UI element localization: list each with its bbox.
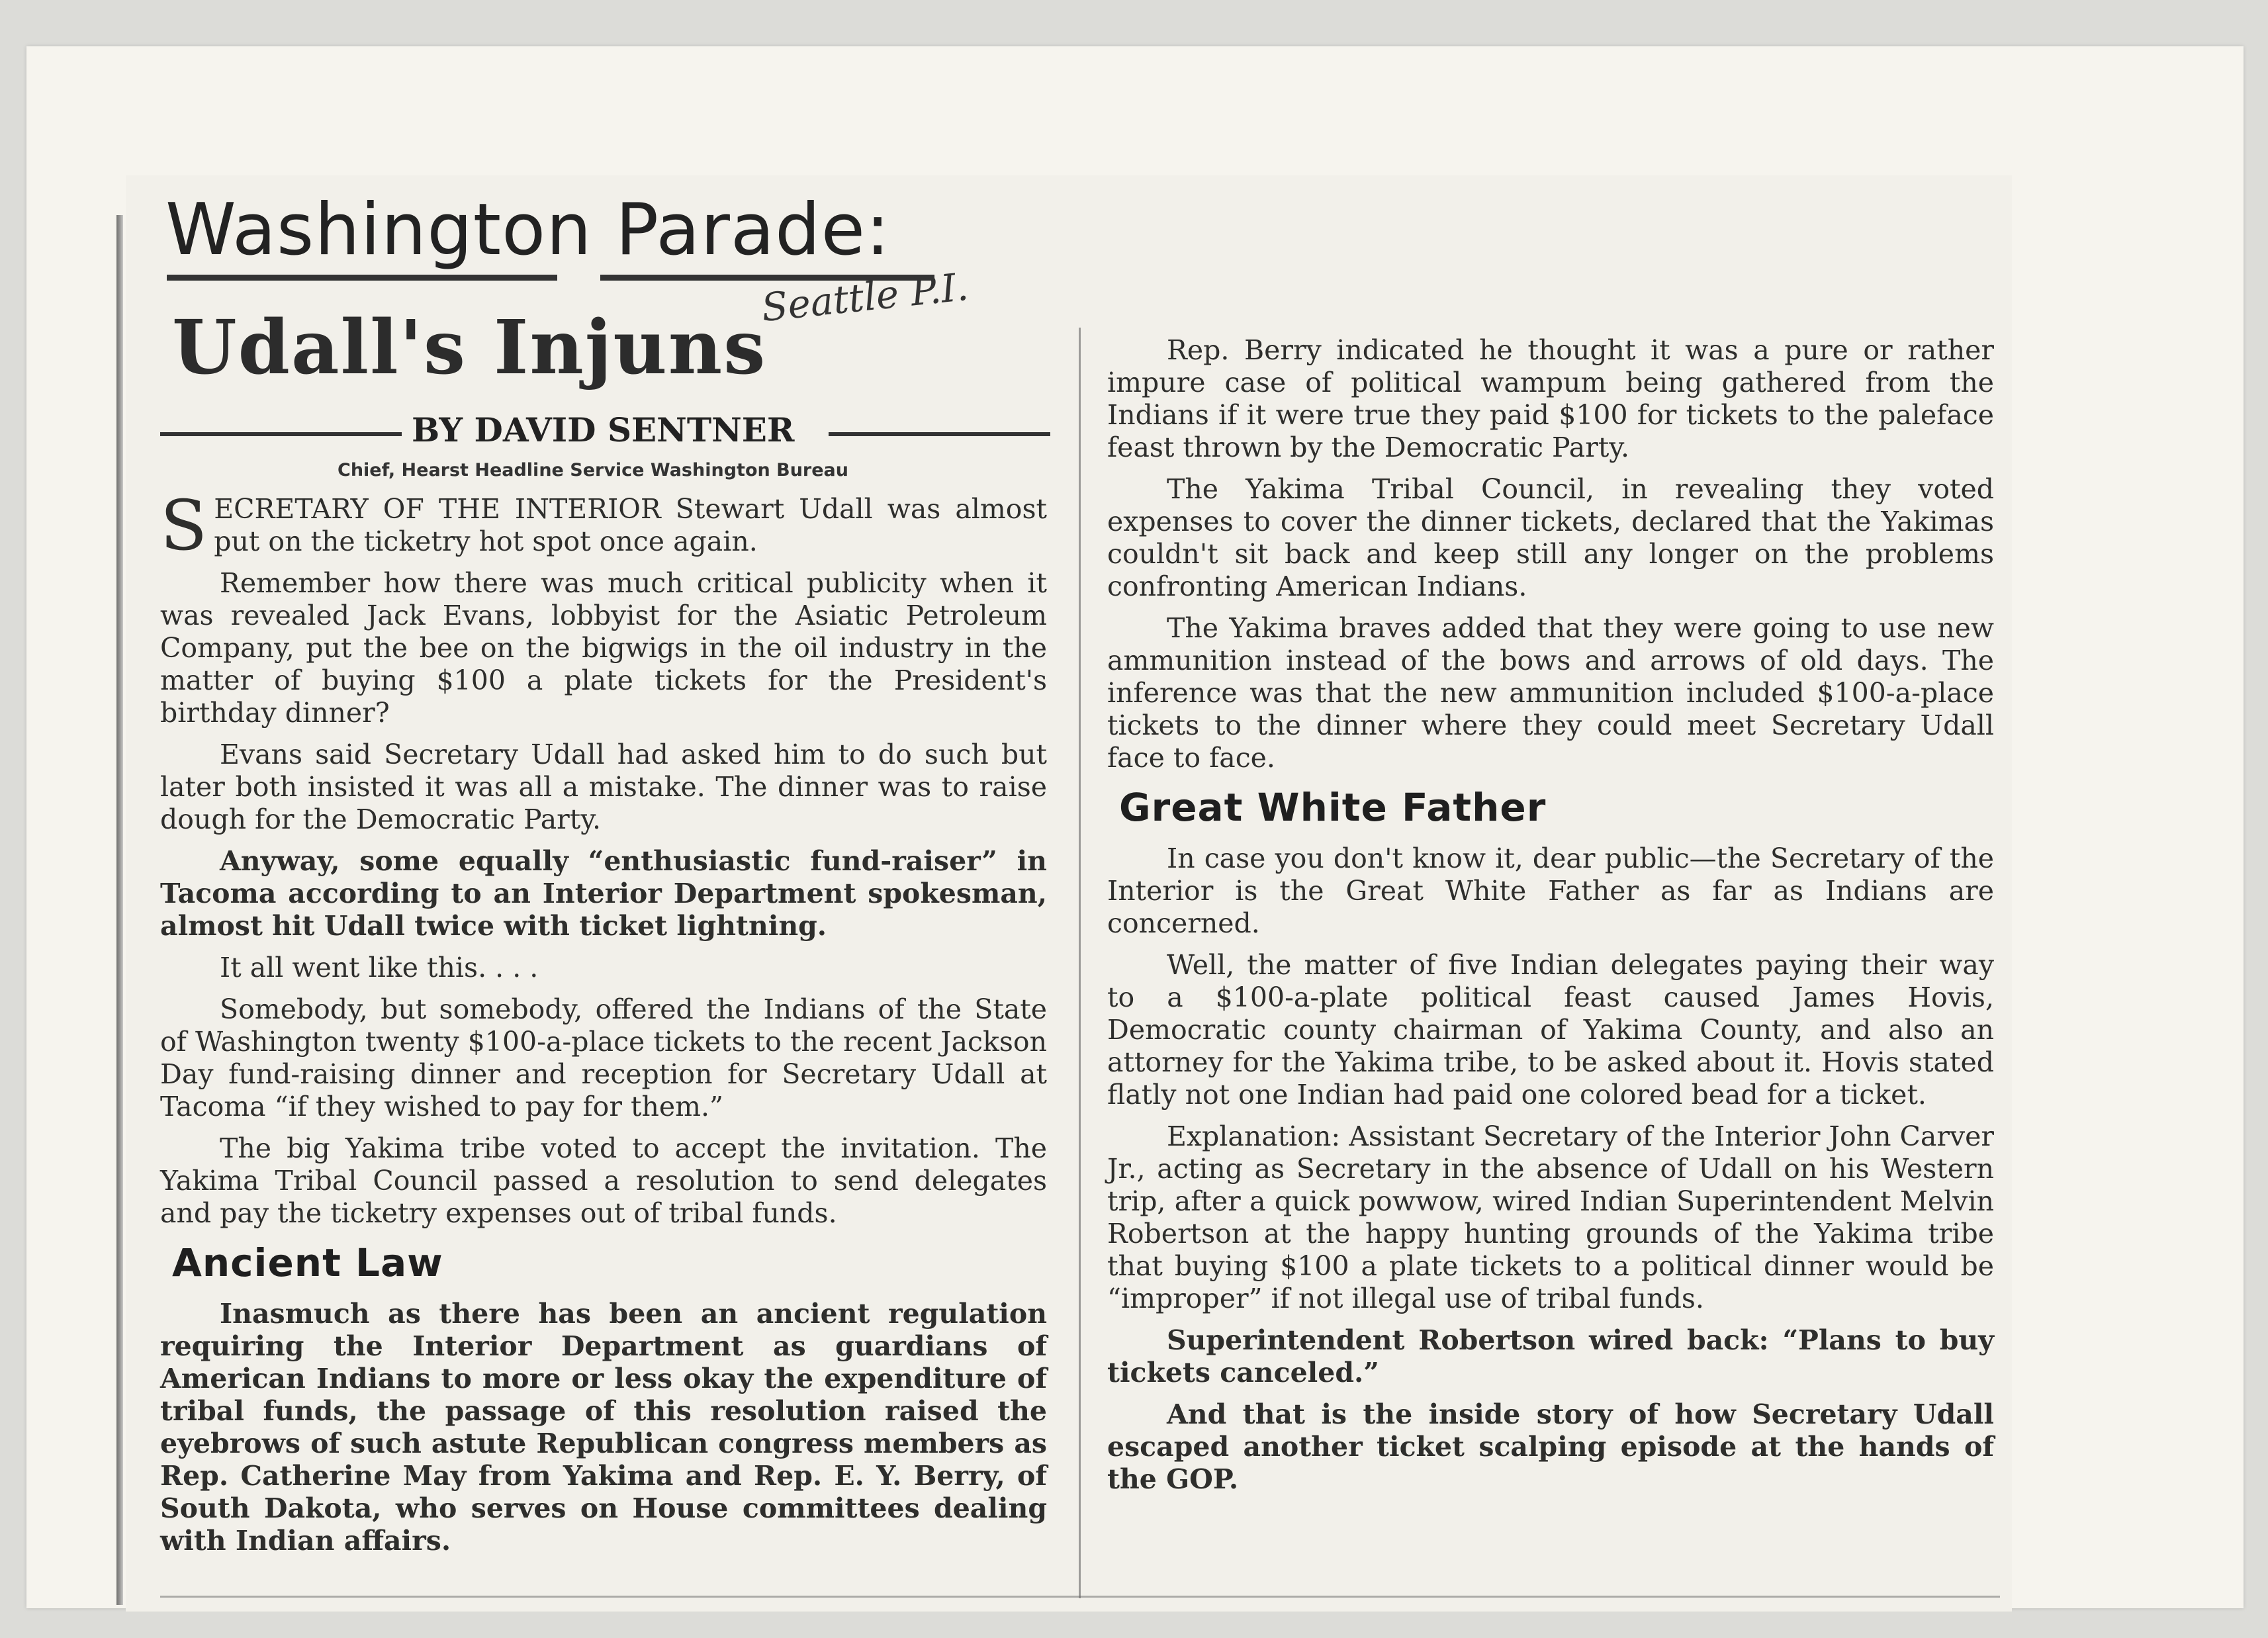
newspaper-clipping	[126, 175, 2012, 1612]
paragraph: And that is the inside story of how Secretary Udall escaped another ticket scalping episode at the hands of the GOP.	[1107, 1398, 1994, 1495]
byline-rule-right	[829, 432, 1050, 436]
handwritten-note: Seattle P.I.	[759, 263, 971, 331]
article-column-1	[160, 485, 1047, 1567]
paragraph: Explanation: Assistant Secretary of the Interior John Carver Jr., acting as Secretary in the absence of Udall on his Western trip, after a quick powwow, wired Indian Superintendent Melvin Robertson at the happy hunting grounds of the Yakima tribe that buying $100 a plate tickets to a political dinner would be “improper” if not illegal use of tribal funds.	[1107, 1120, 1994, 1314]
paragraph	[160, 485, 1047, 566]
series-underline-1	[167, 275, 557, 281]
paragraph: Rep. Berry indicated he thought it was a pure or rather impure case of political wampum being gathered from the Indians if it were true they paid $100 for tickets to the paleface feast thrown by the Democratic Party.	[1107, 334, 1994, 463]
byline-row	[160, 410, 1050, 457]
paragraph: The Yakima Tribal Council, in revealing they voted expenses to cover the dinner tickets, declared that the Yakimas couldn't sit back and keep still any longer on the problems confronting American Indians.	[1107, 473, 1994, 602]
paragraph: In case you don't know it, dear public—the Secretary of the Interior is the Great White Father as far as Indians are concerned.	[1107, 842, 1994, 939]
byline: BY DAVID SENTNER	[412, 410, 795, 449]
column-divider	[1079, 328, 1081, 1598]
paragraph: Remember how there was much critical publicity when it was revealed Jack Evans, lobbyist for the Asiatic Petroleum Company, put the bee on the bigwigs in the oil industry in the matter of buying $100 a plate tickets for the President's birthday dinner?	[160, 567, 1047, 729]
paragraph: Anyway, some equally “enthusiastic fund-raiser” in Tacoma according to an Interior Department spokesman, almost hit Udall twice with ticket lightning.	[160, 845, 1047, 942]
paragraph: Inasmuch as there has been an ancient regulation requiring the Interior Department as guardians of American Indians to more or less okay the expenditure of tribal funds, the passage of this resolution raised the eyebrows of such astute Republican congress members as Rep. Catherine May from Yakima and Rep. E. Y. Berry, of South Dakota, who serves on House committees dealing with Indian affairs.	[160, 1298, 1047, 1557]
subhead-ancient-law: Ancient Law	[172, 1240, 443, 1285]
clipping-left-edge	[116, 215, 123, 1605]
headline: Udall's Injuns	[172, 304, 767, 391]
paragraph: Superintendent Robertson wired back: “Plans to buy tickets canceled.”	[1107, 1324, 1994, 1388]
paragraph: The big Yakima tribe voted to accept the invitation. The Yakima Tribal Council passed a resolution to send delegates and pay the ticketry expenses out of tribal funds.	[160, 1132, 1047, 1229]
paragraph: Evans said Secretary Udall had asked him to do such but later both insisted it was all a mistake. The dinner was to raise dough for the Democratic Party.	[160, 739, 1047, 835]
paragraph: The Yakima braves added that they were going to use new ammunition instead of the bows and arrows of old days. The inference was that the new ammunition included $100-a-place tickets to the dinner where they could meet Secretary Udall face to face.	[1107, 612, 1994, 774]
bottom-rule	[160, 1596, 2000, 1598]
paragraph: Well, the matter of five Indian delegates paying their way to a $100-a-plate political feast caused James Hovis, Democratic county chairman of Yakima County, and also an attorney for the Yakima tribe, to be asked about it. Hovis stated flatly not one Indian had paid one colored bead for a ticket.	[1107, 949, 1994, 1111]
byline-title: Chief, Hearst Headline Service Washington Bureau	[338, 460, 848, 480]
drop-cap: S	[160, 485, 208, 566]
series-title: Washington Parade:	[165, 189, 891, 271]
paragraph: It all went like this. . . .	[220, 952, 539, 983]
paragraph: Somebody, but somebody, offered the Indians of the State of Washington twenty $100-a-place tickets to the recent Jackson Day fund-raising dinner and reception for Secretary Udall at Tacoma “if they wished to pay for them.”	[160, 993, 1047, 1122]
mounting-sheet	[26, 46, 2244, 1608]
article-column-2	[1107, 334, 1994, 1505]
subhead-great-white-father: Great White Father	[1119, 785, 1547, 830]
byline-rule-left	[160, 432, 402, 436]
paragraph-text: ECRETARY OF THE INTERIOR Stewart Udall was almost put on the ticketry hot spot once again.	[214, 493, 1047, 557]
